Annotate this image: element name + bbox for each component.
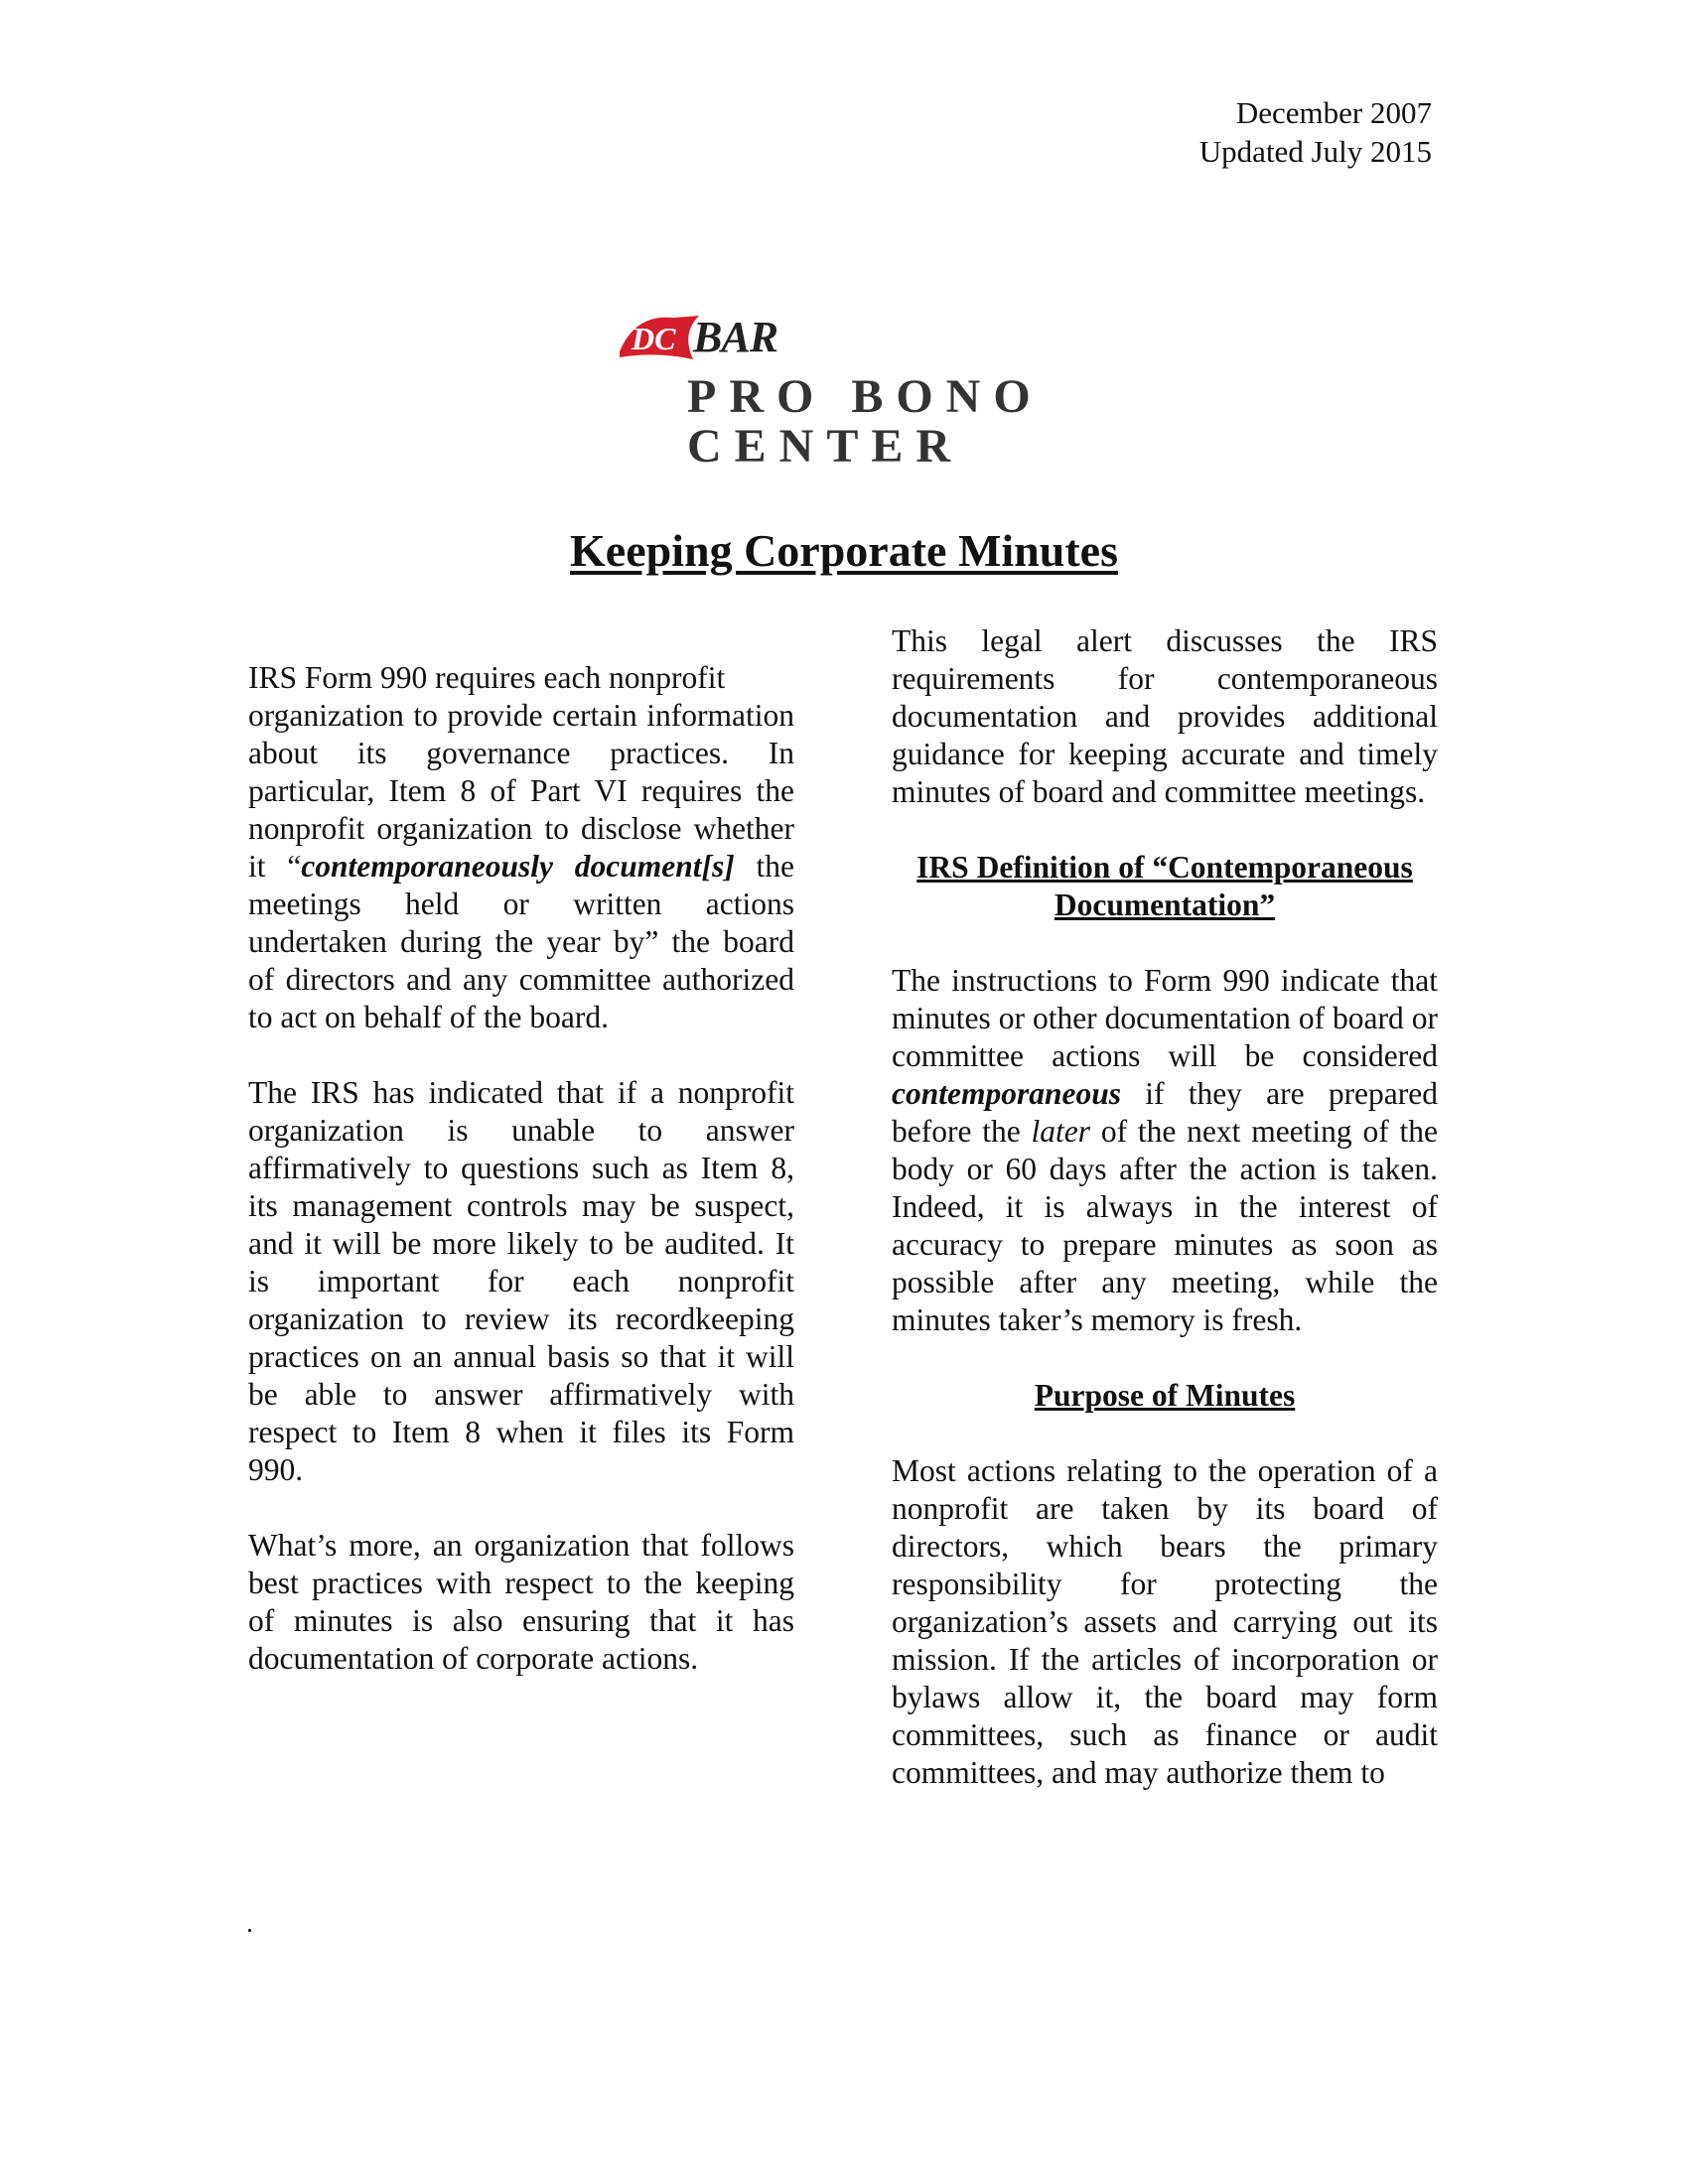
section-heading-irs-definition: IRS Definition of “Contemporaneous Documentation” [916,850,1413,922]
dc-bar-pro-bono-center-logo [616,308,1062,473]
left-column [248,659,794,1678]
document-title: Keeping Corporate Minutes [570,525,1118,576]
date-updated: Updated July 2015 [1198,134,1432,169]
paragraph-text-cont: the meetings held or written actions undertaken during the year by” the board of directors and any committee authorized to act on behalf of the board. [248,849,795,1034]
paragraph-best-practices: What’s more, an organization that follows best practices with respect to the keeping of minutes is also ensuring that it has documentation of corporate actions. [248,1528,794,1676]
logo-line-pro-bono: PRO BONO [687,370,1044,423]
paragraph-text-cont: if they are prepared before the [892,1076,1438,1149]
emphasis-later: later [1031,1114,1091,1149]
logo-line-center: CENTER [687,420,964,473]
paragraph-purpose-of-minutes: Most actions relating to the operation of a nonprofit are taken by its board of directors, which bears the primary responsibility for protecting the organization’s assets and carrying out its mission. If the articles of incorporation or bylaws allow it, the board may form committees, such as finance or audit committees, and may authorize them to [892,1453,1438,1790]
paragraph-legal-alert-intro: This legal alert discusses the IRS requirements for contemporaneous documentation and provides additional guidance for keeping accurate and timely minutes of board and committee meetings. [892,623,1438,809]
footer-mark: . [246,1908,253,1939]
date-block [1199,93,1432,171]
dc-letters: DC [632,321,676,356]
emphasis-contemporaneous: contemporaneous [892,1076,1122,1111]
paragraph-text: organization to provide certain information about its governance practices. In particular, Item 8 of Part VI requires the nonprofit organization to disclose whether it “ [248,698,794,884]
dc-flag-logo-mark [616,308,705,367]
date-original: December 2007 [1235,95,1432,130]
paragraph-text: The instructions to Form 990 indicate that minutes or other documentation of board or committee actions will be considered [892,963,1438,1073]
paragraph-form-990-requirements [248,659,794,1036]
section-heading-purpose-of-minutes: Purpose of Minutes [1034,1378,1296,1413]
right-column [892,622,1438,1792]
paragraph-contemporaneous-definition [892,962,1438,1339]
paragraph-irs-audit-risk: The IRS has indicated that if a nonprofit organization is unable to answer affirmatively to questions such as Item 8, its management controls may be suspect, and it will be more likely to be audited. It is important for each nonprofit organization to review its recordkeeping practices on an annual basis so that it will be able to answer affirmatively with respect to Item 8 when it files its Form 990. [248,1075,794,1487]
emphasis-contemporaneously-documents: contemporaneously document[s] [301,849,735,884]
bar-word: BAR [693,313,778,361]
paragraph-first-line: IRS Form 990 requires each nonprofit [248,660,726,695]
paragraph-text-end: of the next meeting of the body or 60 days after the action is taken. Indeed, it is always in the interest of accuracy to prepare minutes as soon as possible after any meeting, while the minutes taker’s memory is fresh. [892,1114,1438,1337]
